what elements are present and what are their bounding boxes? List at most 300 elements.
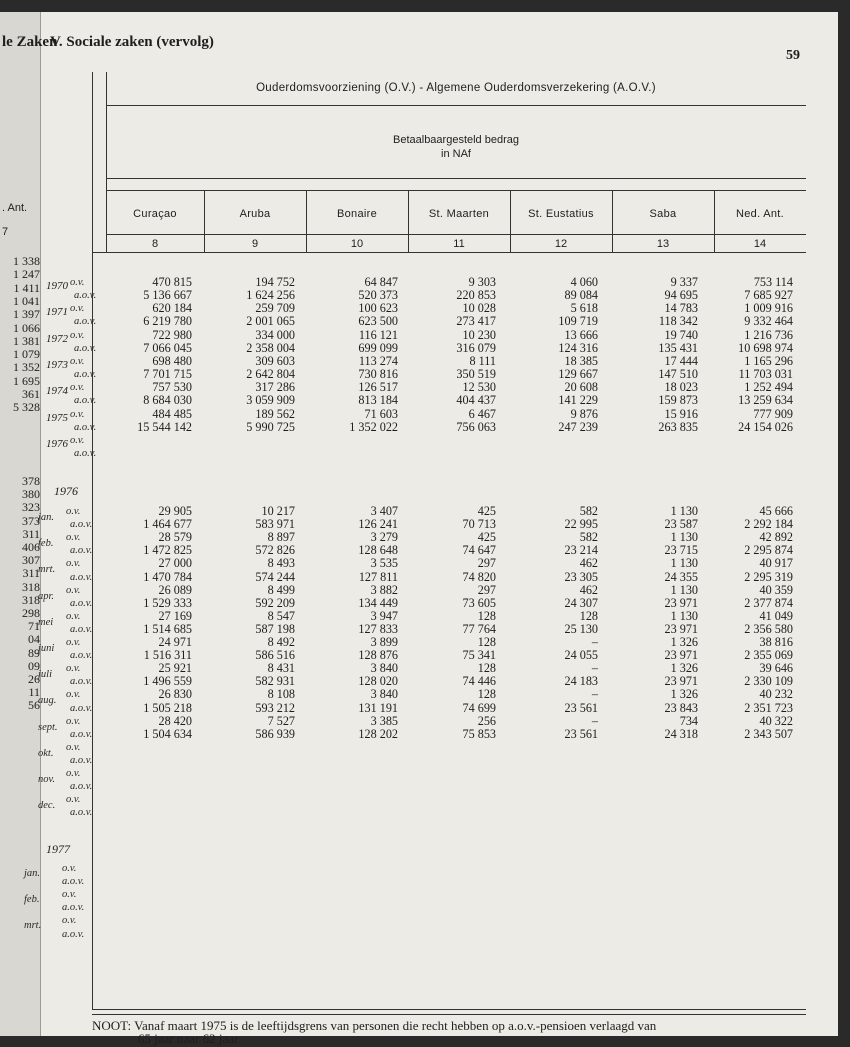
table-cell: 3 882	[370, 582, 398, 597]
table-cell: 45 666	[759, 504, 793, 518]
table-cell: 1 326	[670, 635, 698, 649]
column-name-rule	[106, 234, 806, 235]
left-edge-number: 1 352	[13, 360, 40, 375]
table-cell: 128	[579, 608, 598, 623]
row-label-month: mrt.	[38, 564, 56, 576]
sub-header-line1: Betaalbaargesteld bedrag	[393, 134, 519, 146]
table-cell: 129 667	[558, 367, 598, 382]
table-cell: 1 326	[670, 687, 698, 702]
row-label-aov: a.o.v.	[70, 623, 93, 635]
table-cell: 3 840	[370, 687, 398, 702]
footnote-line2: 65 jaar naar 62 jaar	[138, 1031, 239, 1046]
table-cell: 2 343 507	[744, 726, 793, 741]
footnote-line1: NOOT: Vanaf maart 1975 is de leeftijdsgrens van personen die recht hebben op a.o.v.-pensioen verlaagd van	[92, 1018, 657, 1033]
row-label-aov: a.o.v.	[74, 316, 97, 328]
left-edge-number: 318	[22, 579, 40, 594]
table-cell: 8 108	[267, 687, 295, 702]
table-cell: 24 307	[564, 595, 598, 610]
row-label-year: 1975	[46, 411, 68, 424]
table-cell: 26 830	[158, 687, 192, 702]
sub-header-line2: in NAf	[441, 148, 471, 160]
left-page-title-cut: le Zaken	[2, 34, 58, 50]
adjacent-page-edge	[0, 12, 41, 1036]
table-cell: 27 169	[158, 608, 192, 623]
table-cell: 9 876	[570, 406, 598, 421]
column-number-5: 12	[554, 238, 568, 250]
column-number-3: 10	[350, 238, 364, 250]
table-cell: 40 359	[759, 582, 793, 597]
table-cell: 126 241	[358, 517, 398, 532]
table-cell: 4 060	[570, 275, 598, 289]
table-cell: 8 897	[267, 530, 295, 545]
table-cell: 126 517	[358, 380, 398, 395]
table-cell: 15 544 142	[137, 419, 192, 434]
table-cell: 25 921	[158, 661, 192, 676]
row-label-ov: o.v.	[62, 863, 77, 874]
table-cell: 10 230	[462, 327, 496, 342]
table-left-border	[92, 72, 93, 1009]
table-cell: 135 431	[658, 340, 698, 355]
row-label-month: sept.	[38, 721, 58, 733]
table-cell: 1 514 685	[143, 621, 192, 636]
table-cell: 64 847	[364, 275, 398, 289]
table-cell: 19 740	[664, 327, 698, 342]
table-cell: 189 562	[255, 406, 295, 421]
table-cell: 1 130	[670, 582, 698, 597]
left-header-cut: . Ant.	[2, 202, 28, 214]
row-label-ov: o.v.	[62, 915, 77, 927]
left-edge-number: 311	[22, 526, 40, 541]
column-header-6: Saba	[649, 208, 677, 220]
document-page	[0, 12, 838, 1046]
row-label-ov: o.v.	[66, 663, 81, 675]
table-cell: 1 504 634	[143, 726, 192, 741]
row-label-month: aug.	[38, 695, 57, 707]
table-cell: 574 244	[255, 569, 295, 584]
row-label-ov: o.v.	[66, 715, 81, 727]
table-cell: 582	[579, 530, 598, 545]
table-cell: 259 709	[255, 301, 295, 316]
section-label-1977: 1977	[46, 842, 70, 856]
table-cell: 5 618	[570, 301, 598, 316]
row-label-year: 1973	[46, 358, 68, 371]
table-cell: 582	[579, 504, 598, 518]
table-cell: 7 701 715	[143, 367, 192, 382]
table-cell: 620 184	[152, 301, 192, 316]
table-cell: 256	[477, 713, 496, 728]
table-cell: 15 916	[664, 406, 698, 421]
table-cell: 273 417	[456, 314, 496, 329]
table-cell: 23 561	[564, 700, 598, 715]
table-cell: 1 252 494	[744, 380, 793, 395]
table-cell: 23 214	[564, 543, 598, 558]
table-cell: 350 519	[456, 367, 496, 382]
table-cell: 128 020	[358, 674, 398, 689]
left-edge-number: 11	[28, 685, 40, 700]
table-cell: 10 217	[261, 504, 295, 518]
table-cell: 23 305	[564, 569, 598, 584]
column-header-5: St. Eustatius	[528, 208, 594, 220]
table-cell: 813 184	[358, 393, 398, 408]
table-cell: 24 183	[564, 674, 598, 689]
table-cell: 1 326	[670, 661, 698, 676]
table-cell: 23 971	[664, 621, 698, 636]
table-cell: 3 899	[370, 635, 398, 649]
row-label-ov: o.v.	[70, 303, 85, 315]
table-cell: 309 603	[255, 353, 295, 368]
left-edge-number: 1 066	[13, 320, 40, 335]
table-cell: 23 971	[664, 674, 698, 689]
row-label-ov: o.v.	[66, 558, 81, 570]
row-label-month: apr.	[38, 590, 55, 602]
table-cell: 24 355	[664, 569, 698, 584]
row-label-ov: o.v.	[70, 408, 85, 420]
table-cell: 3 840	[370, 661, 398, 676]
row-label-aov: a.o.v.	[62, 876, 85, 888]
table-cell: 147 510	[658, 367, 698, 382]
row-label-ov: o.v.	[70, 434, 85, 446]
table-cell: 734	[679, 713, 698, 728]
table-cell: 128 648	[358, 543, 398, 558]
table-cell: 2 377 874	[744, 595, 793, 610]
table-cell: 2 001 065	[246, 314, 295, 329]
table-cell: 22 995	[564, 517, 598, 532]
row-label-year: 1976	[46, 437, 68, 450]
row-label-aov: a.o.v.	[74, 395, 97, 407]
table-cell: 572 826	[255, 543, 295, 558]
table-cell: 40 917	[759, 556, 793, 571]
table-cell: 1 216 736	[744, 327, 793, 342]
table-cell: 8 431	[267, 661, 295, 676]
table-cell: 3 279	[370, 530, 398, 545]
row-label-aov: a.o.v.	[70, 519, 93, 531]
table-cell: 127 833	[358, 621, 398, 636]
table-cell: 1 470 784	[143, 569, 192, 584]
table-cell: 2 358 004	[246, 340, 295, 355]
row-label-ov: o.v.	[66, 637, 81, 648]
row-label-aov: a.o.v.	[62, 928, 85, 940]
table-cell: 8 499	[267, 582, 295, 597]
table-cell: 13 666	[564, 327, 598, 342]
row-label-aov: a.o.v.	[70, 597, 93, 609]
row-label-ov: o.v.	[62, 889, 77, 901]
table-cell: 425	[477, 504, 496, 518]
row-label-month: juli	[38, 669, 53, 681]
table-cell: 77 764	[462, 621, 496, 636]
table-cell: 38 816	[759, 635, 793, 649]
table-cell: 623 500	[358, 314, 398, 329]
column-number-2: 9	[251, 238, 259, 250]
table-cell: 89 084	[564, 288, 598, 303]
left-edge-number: 71	[28, 619, 40, 634]
table-cell: –	[591, 661, 598, 676]
table-cell: 3 947	[370, 608, 398, 623]
table-cell: 18 023	[664, 380, 698, 395]
left-edge-number: 1 381	[13, 333, 40, 348]
table-cell: 29 905	[158, 504, 192, 518]
table-cell: 6 467	[468, 406, 496, 421]
row-label-month: nov.	[38, 774, 56, 785]
table-cell: 6 219 780	[143, 314, 192, 329]
left-edge-number: 311	[22, 566, 40, 581]
super-header: Ouderdomsvoorziening (O.V.) - Algemene Ouderdomsverzekering (A.O.V.)	[256, 82, 656, 94]
left-edge-number: 1 247	[13, 267, 40, 282]
table-cell: 1 352 022	[349, 419, 398, 434]
row-label-aov: a.o.v.	[70, 754, 93, 766]
table-cell: 194 752	[255, 275, 295, 289]
left-edge-number: 1 338	[13, 254, 40, 268]
table-cell: 5 990 725	[246, 419, 295, 434]
table-cell: 730 816	[358, 367, 398, 382]
table-cell: 247 239	[558, 419, 598, 434]
table-cell: 14 783	[664, 301, 698, 316]
left-edge-number: 318	[22, 592, 40, 607]
left-edge-number: 323	[22, 500, 40, 515]
table-cell: 8 493	[267, 556, 295, 571]
table-cell: 11 703 031	[738, 367, 793, 382]
table-cell: 583 971	[255, 517, 295, 532]
left-edge-number: 298	[22, 606, 40, 620]
table-cell: 220 853	[456, 288, 496, 303]
row-label-month: mei	[38, 616, 54, 628]
row-label-aov: a.o.v.	[74, 447, 97, 459]
table-cell: 3 385	[370, 713, 398, 728]
left-edge-number: 380	[22, 487, 40, 502]
row-label-ov: o.v.	[70, 277, 85, 288]
table-cell: 1 165 296	[744, 353, 793, 368]
table-cell: 131 191	[358, 700, 398, 715]
row-label-ov: o.v.	[66, 532, 81, 544]
section-label-1976: 1976	[54, 484, 78, 498]
table-cell: 40 232	[759, 687, 793, 702]
table-cell: 39 646	[759, 661, 793, 676]
table-cell: 404 437	[456, 393, 496, 408]
column-top-rule	[106, 190, 806, 191]
row-label-aov: a.o.v.	[70, 807, 93, 819]
table-cell: 24 154 026	[738, 419, 793, 434]
column-number-4: 11	[453, 238, 465, 250]
left-edge-number: 1 041	[13, 293, 40, 308]
row-label-aov: a.o.v.	[74, 290, 97, 302]
table-cell: 18 385	[564, 353, 598, 368]
row-label-month: dec.	[38, 800, 56, 812]
column-number-rule	[92, 252, 806, 253]
left-edge-number: 373	[22, 513, 40, 528]
table-cell: 134 449	[358, 595, 398, 610]
table-cell: 757 530	[152, 380, 192, 395]
row-label-ov: o.v.	[66, 741, 81, 753]
row-label-aov: a.o.v.	[74, 421, 97, 433]
table-cell: 698 480	[152, 353, 192, 368]
table-cell: 74 820	[462, 569, 496, 584]
table-cell: 8 111	[469, 353, 496, 368]
table-cell: 74 446	[462, 674, 496, 689]
row-label-ov: o.v.	[70, 382, 85, 394]
row-label-aov: a.o.v.	[70, 545, 93, 557]
row-label-aov: a.o.v.	[70, 571, 93, 583]
table-cell: 317 286	[255, 380, 295, 395]
table-cell: –	[591, 713, 598, 728]
table-cell: 582 931	[255, 674, 295, 689]
column-header-7: Ned. Ant.	[736, 208, 784, 220]
table-cell: 520 373	[358, 288, 398, 303]
left-edge-number: 09	[28, 658, 40, 673]
table-cell: 9 332 464	[744, 314, 793, 329]
footnote-rule	[92, 1014, 806, 1015]
table-cell: 592 209	[255, 595, 295, 610]
table-cell: 8 684 030	[143, 393, 192, 408]
row-label-ov: o.v.	[66, 768, 81, 779]
table-cell: 1 529 333	[143, 595, 192, 610]
row-label-year: 1972	[46, 332, 68, 345]
sub-header-rule	[106, 178, 806, 179]
row-label-ov: o.v.	[66, 794, 81, 806]
column-number-6: 13	[656, 238, 670, 250]
table-cell: 25 130	[564, 621, 598, 636]
page-title: V. Sociale zaken (vervolg)	[50, 34, 214, 50]
column-header-4: St. Maarten	[428, 208, 490, 220]
left-edge-number: 406	[22, 540, 40, 554]
left-edge-number: 5 328	[13, 400, 40, 415]
table-cell: 28 420	[158, 713, 192, 728]
table-cell: 116 121	[358, 327, 398, 342]
table-cell: 7 685 927	[744, 288, 793, 303]
table-cell: –	[591, 635, 598, 649]
table-cell: 127 811	[358, 569, 398, 584]
table-cell: 334 000	[255, 327, 295, 342]
column-number-1: 8	[151, 238, 159, 250]
table-cell: 23 715	[664, 543, 698, 558]
table-cell: 587 198	[255, 621, 295, 636]
table-cell: 23 561	[564, 726, 598, 741]
row-label-year: 1970	[46, 280, 68, 292]
table-cell: 100 623	[358, 301, 398, 316]
table-cell: 316 079	[456, 340, 496, 355]
table-cell: 128 876	[358, 648, 398, 663]
row-label-month: juni	[38, 643, 55, 654]
table-cell: 128 202	[358, 726, 398, 741]
table-cell: 41 049	[759, 608, 793, 623]
table-cell: 753 114	[753, 275, 793, 289]
table-cell: 2 295 319	[744, 569, 793, 584]
table-cell: 1 516 311	[143, 648, 192, 663]
row-label-aov: a.o.v.	[74, 369, 97, 381]
left-edge-number: 26	[28, 672, 40, 686]
table-cell: 124 316	[558, 340, 598, 355]
table-cell: 9 337	[670, 275, 698, 289]
table-cell: 113 274	[358, 353, 398, 368]
row-label-ov: o.v.	[66, 506, 81, 517]
table-cell: 70 713	[462, 517, 496, 532]
table-cell: 27 000	[158, 556, 192, 571]
row-label-ov: o.v.	[66, 610, 81, 622]
table-cell: 1 130	[670, 608, 698, 623]
row-label-month: okt.	[38, 747, 54, 759]
table-cell: 17 444	[664, 353, 698, 368]
column-header-2: Aruba	[239, 208, 271, 220]
table-cell: –	[591, 687, 598, 702]
left-edge-number: 307	[22, 553, 40, 568]
table-cell: 2 356 580	[744, 621, 793, 636]
table-cell: 462	[579, 556, 598, 571]
table-cell: 2 295 874	[744, 543, 793, 558]
row-label-year: 1974	[46, 385, 68, 398]
row-label-month-1977: mrt.	[24, 920, 42, 932]
table-cell: 9 303	[468, 275, 496, 289]
table-cell: 5 136 667	[143, 288, 192, 303]
table-cell: 8 547	[267, 608, 295, 623]
table-cell: 26 089	[158, 582, 192, 597]
table-cell: 2 355 069	[744, 648, 793, 663]
table-cell: 10 698 974	[738, 340, 793, 355]
table-cell: 75 853	[462, 726, 496, 741]
table-cell: 1 464 677	[143, 517, 192, 532]
left-edge-number: 378	[22, 474, 40, 488]
page-number: 59	[786, 48, 800, 63]
table-cell: 159 873	[658, 393, 698, 408]
table-cell: 74 647	[462, 543, 496, 558]
table-cell: 470 815	[152, 275, 192, 289]
table-cell: 75 341	[462, 648, 496, 663]
table-cell: 699 099	[358, 340, 398, 355]
table-cell: 118 342	[658, 314, 698, 329]
left-edge-number: 04	[28, 632, 40, 647]
row-label-month: jan.	[38, 512, 55, 523]
table-cell: 109 719	[558, 314, 598, 329]
table-cell: 24 971	[158, 635, 192, 649]
table-cell: 128	[477, 687, 496, 702]
table-cell: 2 330 109	[744, 674, 793, 689]
left-edge-number: 1 411	[13, 280, 40, 295]
left-edge-number: 89	[28, 645, 40, 660]
table-cell: 1 472 825	[143, 543, 192, 558]
column-header-3: Bonaire	[336, 208, 377, 220]
left-edge-number: 1 695	[13, 373, 40, 388]
row-label-month-1977: jan.	[24, 868, 41, 879]
table-cell: 7 066 045	[143, 340, 192, 355]
table-cell: 297	[477, 582, 496, 597]
table-cell: 24 318	[664, 726, 698, 741]
table-cell: 1 496 559	[143, 674, 192, 689]
left-header-num: 7	[2, 226, 9, 238]
column-number-7: 14	[753, 238, 767, 250]
column-header-1: Curaçao	[133, 208, 177, 220]
table-cell: 1 130	[670, 556, 698, 571]
table-cell: 74 699	[462, 700, 496, 715]
row-label-ov: o.v.	[66, 584, 81, 596]
stub-divider	[106, 72, 107, 252]
table-cell: 71 603	[364, 406, 398, 421]
table-cell: 3 407	[370, 504, 398, 518]
table-cell: 12 530	[462, 380, 496, 395]
super-header-rule	[106, 105, 806, 106]
row-label-aov: a.o.v.	[70, 650, 93, 662]
table-cell: 593 212	[255, 700, 295, 715]
table-cell: 586 516	[255, 648, 295, 663]
row-label-aov: a.o.v.	[70, 728, 93, 740]
row-label-aov: a.o.v.	[70, 676, 93, 688]
table-cell: 40 322	[759, 713, 793, 728]
table-cell: 1 009 916	[744, 301, 793, 316]
table-cell: 297	[477, 556, 496, 571]
table-cell: 2 292 184	[744, 517, 793, 532]
table-cell: 23 971	[664, 595, 698, 610]
table-cell: 73 605	[462, 595, 496, 610]
table-cell: 28 579	[158, 530, 192, 545]
table-cell: 10 028	[462, 301, 496, 316]
table-bottom-rule	[92, 1009, 806, 1010]
table-cell: 484 485	[152, 406, 192, 421]
